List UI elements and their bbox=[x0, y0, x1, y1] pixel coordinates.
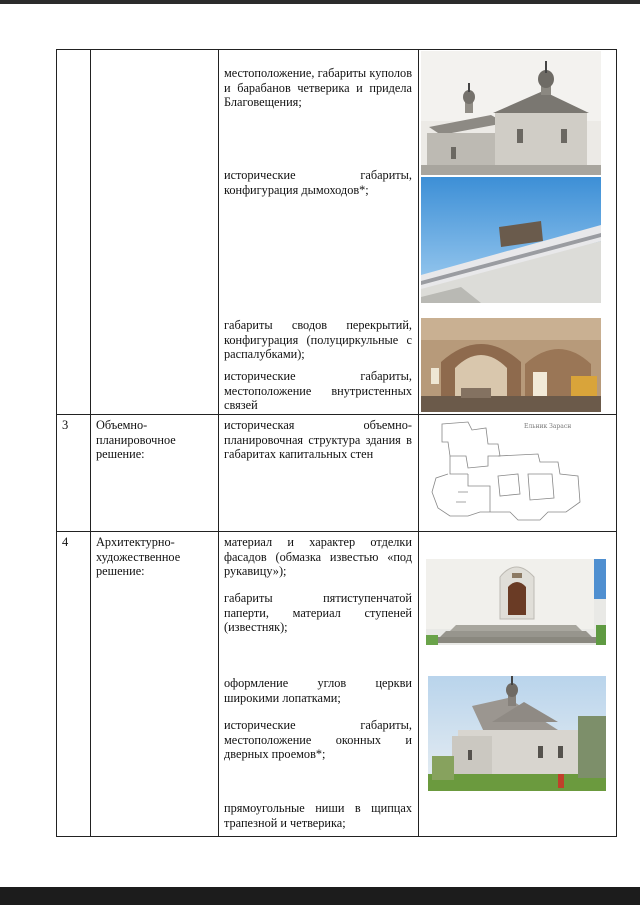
item-text: исторические габариты, конфигурация дымоходов*; bbox=[224, 168, 412, 197]
plan-caption: Ельник Зарасн bbox=[524, 423, 572, 430]
item-text: материал и характер отделки фасадов (обмазка известью «под рукавицу»); bbox=[224, 535, 412, 579]
col-border bbox=[90, 49, 91, 837]
item-text: исторические габариты, местоположение оконных и дверных проемов*; bbox=[224, 718, 412, 762]
item-text: местоположение, габариты куполов и барабанов четверика и придела Благовещения; bbox=[224, 66, 412, 110]
porch-entrance-photo bbox=[426, 559, 606, 645]
item-text: исторические габариты, местоположение внутристенных связей bbox=[224, 369, 412, 413]
col-border bbox=[218, 49, 219, 837]
row-divider bbox=[56, 531, 617, 532]
row-element-label: Объемно-планировочное решение: bbox=[96, 418, 176, 462]
church-exterior-photo bbox=[428, 676, 606, 791]
table-top-border bbox=[56, 49, 617, 50]
col-border bbox=[616, 49, 617, 837]
roof-chimney-photo bbox=[421, 177, 601, 303]
item-text: габариты сводов перекрытий, конфигурация (полуциркульные с распалубками); bbox=[224, 318, 412, 362]
scan-bottom-edge bbox=[0, 887, 640, 905]
interior-vaults-photo bbox=[421, 318, 601, 412]
item-text: габариты пятиступенчатой паперти, материал ступеней (известняк); bbox=[224, 591, 412, 635]
scan-top-edge bbox=[0, 0, 640, 4]
church-archive-photo bbox=[421, 51, 601, 175]
item-text: прямоугольные ниши в щипцах трапезной и четверика; bbox=[224, 801, 412, 830]
col-border bbox=[56, 49, 57, 837]
item-text: оформление углов церкви широкими лопатками; bbox=[224, 676, 412, 705]
floor-plan-sketch bbox=[428, 416, 606, 528]
col-border bbox=[418, 49, 419, 837]
row-number: 3 bbox=[62, 418, 69, 432]
row-divider bbox=[56, 414, 617, 415]
table-bottom-border bbox=[56, 836, 617, 837]
row-number: 4 bbox=[62, 535, 69, 549]
row-element-label: Архитектурно-художественное решение: bbox=[96, 535, 181, 579]
item-text: историческая объемно-планировочная структура здания в габаритах капитальных стен bbox=[224, 418, 412, 462]
